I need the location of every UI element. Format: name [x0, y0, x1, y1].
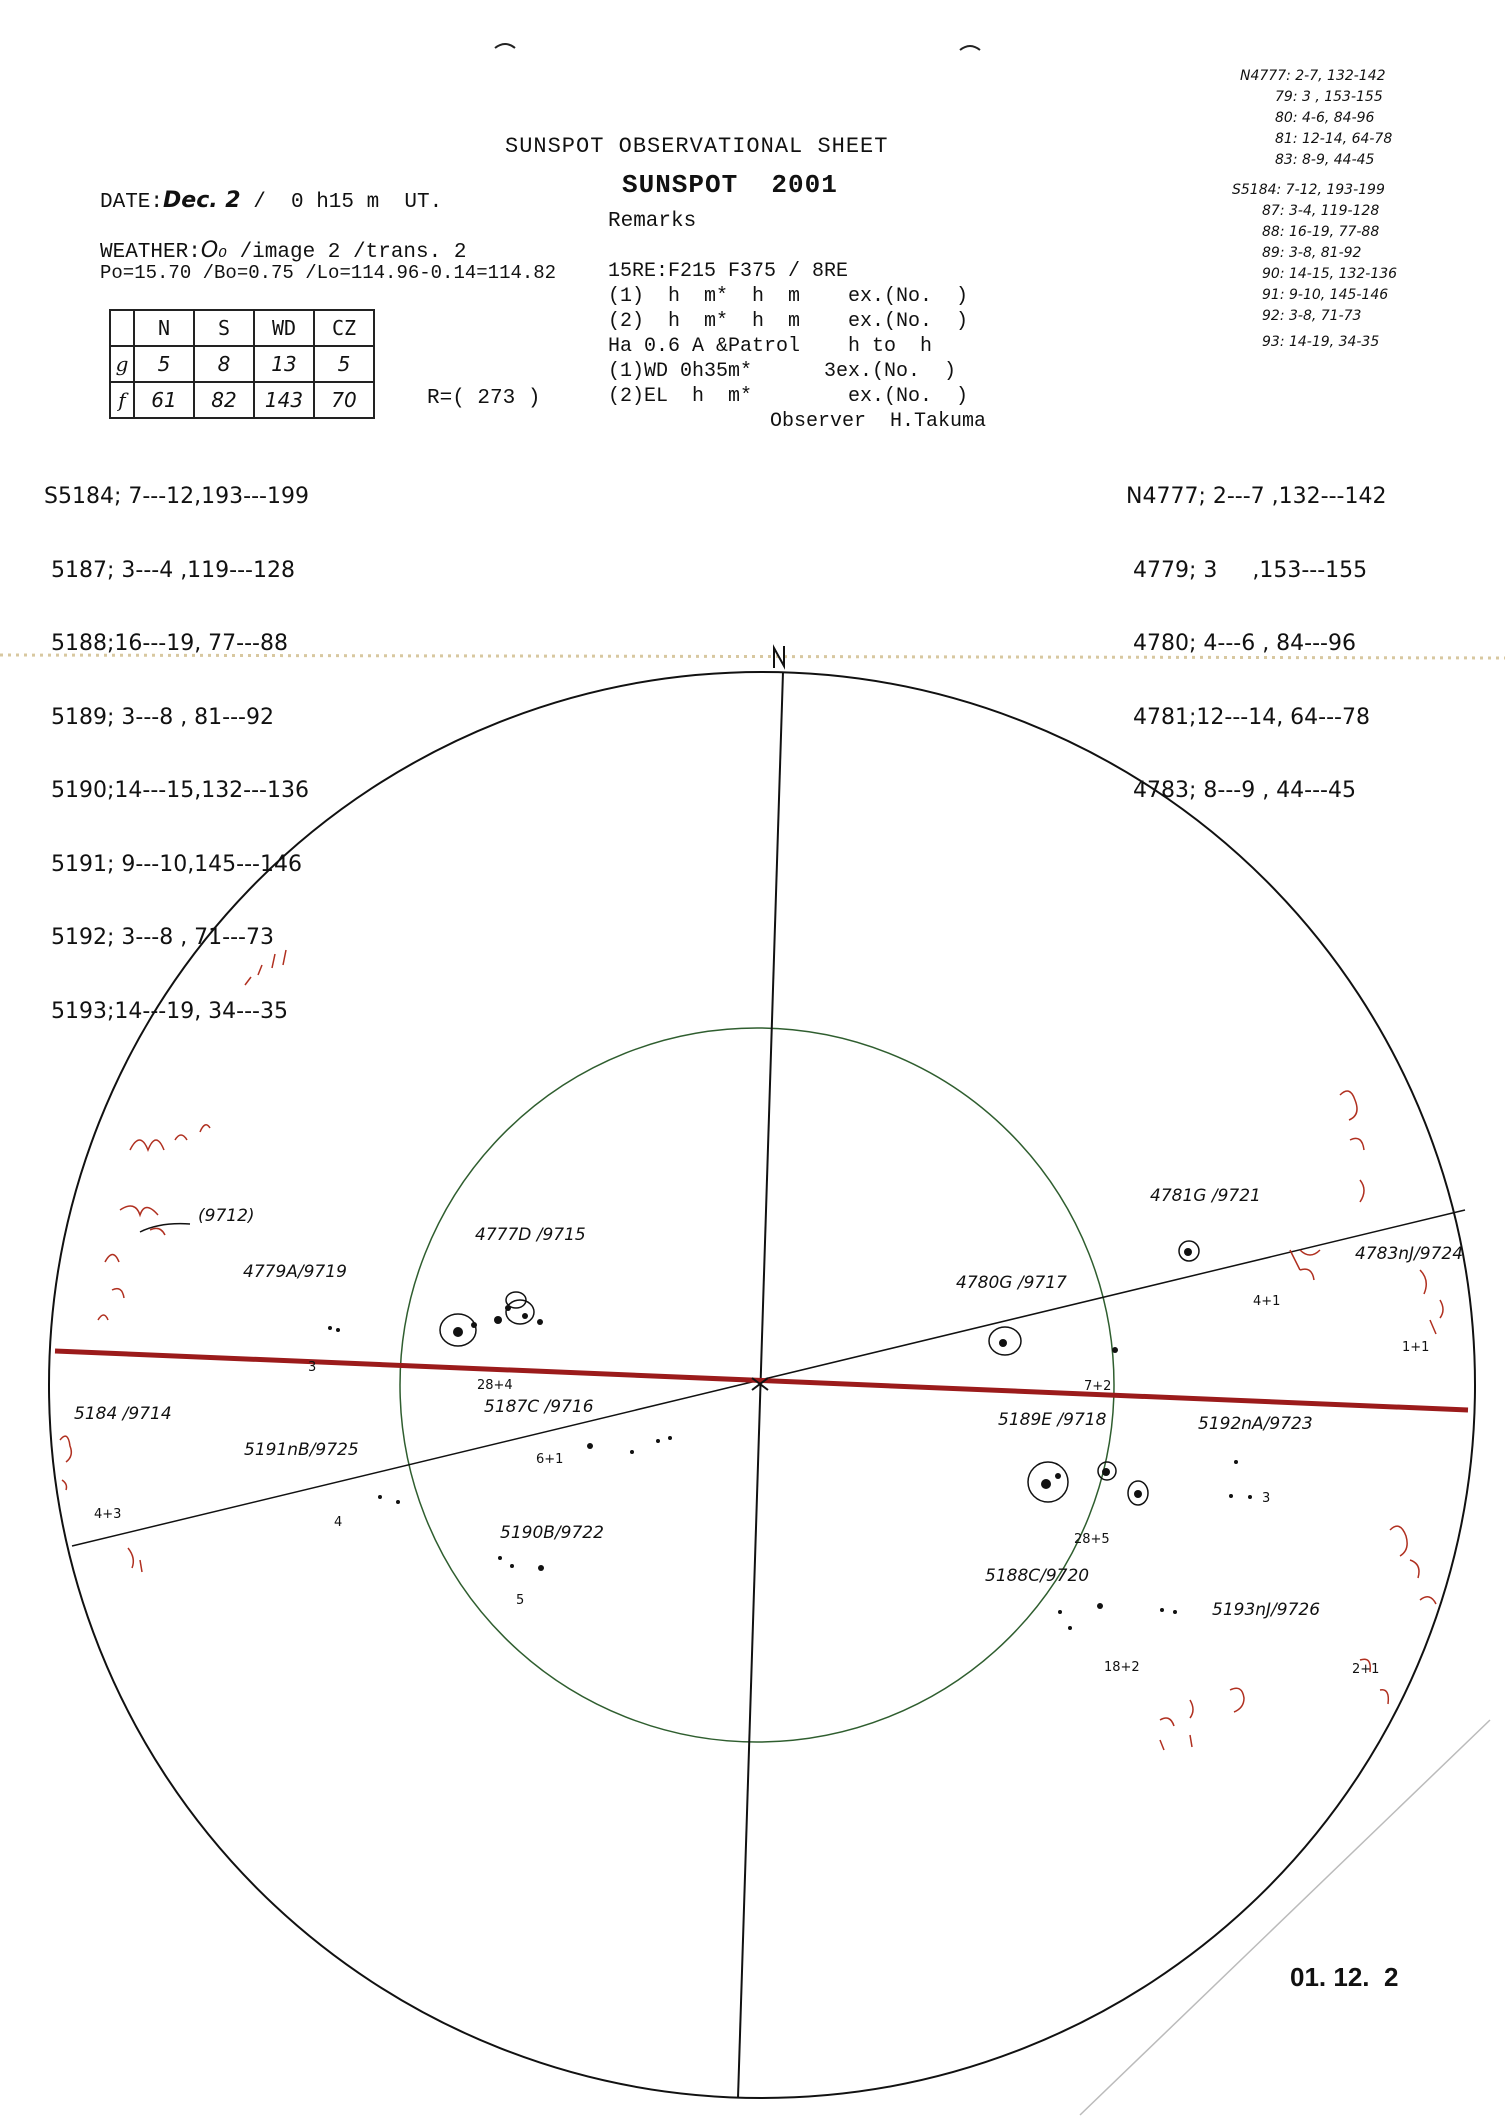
south-group-line: 5187; 3---4 ,119---128 [44, 557, 295, 583]
note-line: 87: 3-4, 119-128 [1262, 203, 1380, 219]
date-value: Dec. 2 [163, 188, 241, 213]
remarks-line-3: (2) h m* h m ex.(No. ) [608, 310, 969, 333]
weather-prefix: WEATHER: [100, 241, 201, 264]
trans-part: /trans. 2 [353, 241, 467, 264]
f-cz: 70 [314, 382, 374, 418]
remarks-line-6: (2)EL h m* ex.(No. ) [608, 385, 969, 408]
count-label: 3 [1262, 1491, 1271, 1506]
north-group-line: N4777; 2---7 ,132---142 [1126, 484, 1387, 509]
note-line: 89: 3-8, 81-92 [1262, 245, 1362, 261]
south-group-line: S5184; 7---12,193---199 [44, 484, 309, 509]
binder-mark [495, 44, 515, 48]
count-label: 5 [516, 1593, 525, 1608]
time-part: / 0 h15 m UT. [253, 191, 443, 214]
remarks-line-5: (1)WD 0h35m* 3ex.(No. ) [608, 360, 957, 383]
count-label: 28+5 [1074, 1532, 1110, 1547]
date-prefix: DATE: [100, 191, 164, 214]
binder-mark [960, 46, 980, 50]
col-header-wd: WD [254, 310, 314, 346]
note-line: 81: 12-14, 64-78 [1275, 131, 1393, 147]
note-line: 88: 16-19, 77-88 [1262, 224, 1380, 240]
col-header-s: S [194, 310, 254, 346]
group-label: 5188C/9720 [985, 1566, 1090, 1586]
south-group-line: 5190;14---15,132---136 [44, 778, 309, 803]
r-number: R=( 273 ) [427, 387, 541, 410]
count-label: 28+4 [477, 1378, 513, 1393]
reference-line [1080, 1720, 1490, 2115]
group-label: 5189E /9718 [998, 1410, 1107, 1430]
g-n: 5 [134, 346, 194, 382]
g-wd: 13 [254, 346, 314, 382]
group-label: 5191nB/9725 [244, 1440, 359, 1460]
row-label-f: f [110, 382, 134, 418]
reference-line [72, 1210, 1465, 1546]
remarks-label: Remarks [608, 210, 697, 233]
group-label: 4779A/9719 [243, 1262, 347, 1282]
north-group-line: 4779; 3 ,153---155 [1126, 557, 1368, 583]
remarks-line-4: Ha 0.6 A &Patrol h to h [608, 335, 933, 358]
col-header-cz: CZ [314, 310, 374, 346]
observer: Observer H.Takuma [770, 410, 987, 433]
col-header-n: N [134, 310, 194, 346]
count-label: 4+1 [1253, 1294, 1281, 1309]
date-stamp: 01. 12. 2 [1290, 1962, 1399, 1992]
note-line: 83: 8-9, 44-45 [1275, 152, 1375, 168]
f-s: 82 [194, 382, 254, 418]
group-label: 5190B/9722 [500, 1523, 604, 1543]
f-wd: 143 [254, 382, 314, 418]
weather-value: O₀ [200, 238, 227, 263]
group-label: 5192nA/9723 [1198, 1414, 1313, 1434]
note-line: 90: 14-15, 132-136 [1262, 266, 1398, 282]
count-label: 1+1 [1402, 1340, 1430, 1355]
note-line: 80: 4-6, 84-96 [1275, 110, 1375, 126]
group-label: 4781G /9721 [1150, 1186, 1261, 1206]
note-line: 79: 3 , 153-155 [1275, 89, 1383, 105]
south-group-line: 5191; 9---10,145---146 [44, 851, 302, 877]
g-s: 8 [194, 346, 254, 382]
north-marker [774, 646, 784, 668]
params-line: Po=15.70 /Bo=0.75 /Lo=114.96-0.14=114.82 [100, 262, 557, 284]
south-group-line: 5192; 3---8 , 71---73 [44, 925, 274, 950]
note-line: N4777: 2-7, 132-142 [1240, 68, 1386, 84]
group-label: 5184 /9714 [74, 1404, 172, 1424]
count-label: 2+1 [1352, 1662, 1380, 1677]
south-group-line: 5188;16---19, 77---88 [44, 631, 288, 656]
note-line: 92: 3-8, 71-73 [1262, 308, 1362, 324]
group-label: 5187C /9716 [484, 1397, 594, 1417]
count-label: 7+2 [1084, 1379, 1112, 1394]
row-label-g: g [110, 346, 134, 382]
separator-line [0, 655, 1505, 658]
faculae-sketches [60, 950, 1443, 1750]
sunspot-dots [328, 1248, 1252, 1630]
remarks-line-1: 15RE:F215 F375 / 8RE [608, 260, 849, 283]
count-label: 6+1 [536, 1452, 564, 1467]
group-label: (9712) [198, 1206, 255, 1226]
count-label: 3 [308, 1360, 317, 1375]
image-part: /image 2 [239, 241, 341, 264]
remarks-line-2: (1) h m* h m ex.(No. ) [608, 285, 969, 308]
count-label: 4+3 [94, 1507, 122, 1522]
north-group-line: 4780; 4---6 , 84---96 [1126, 631, 1356, 656]
north-group-line: 4783; 8---9 , 44---45 [1126, 778, 1356, 803]
south-group-line: 5189; 3---8 , 81---92 [44, 704, 274, 730]
f-n: 61 [134, 382, 194, 418]
note-line: S5184: 7-12, 193-199 [1232, 182, 1385, 198]
g-cz: 5 [314, 346, 374, 382]
group-label: 4777D /9715 [475, 1225, 586, 1245]
count-label: 18+2 [1104, 1660, 1140, 1675]
group-label: 4783nJ/9724 [1355, 1244, 1464, 1264]
note-line: 91: 9-10, 145-146 [1262, 287, 1389, 303]
group-label: 4780G /9717 [956, 1273, 1067, 1293]
sheet-title: SUNSPOT OBSERVATIONAL SHEET [505, 134, 889, 159]
north-group-line: 4781;12---14, 64---78 [1126, 704, 1370, 730]
note-line: 93: 14-19, 34-35 [1262, 334, 1380, 350]
year-label: SUNSPOT 2001 [622, 170, 838, 200]
south-group-line: 5193;14---19, 34---35 [44, 998, 288, 1024]
count-label: 4 [334, 1515, 343, 1530]
group-label: 5193nJ/9726 [1212, 1600, 1321, 1620]
